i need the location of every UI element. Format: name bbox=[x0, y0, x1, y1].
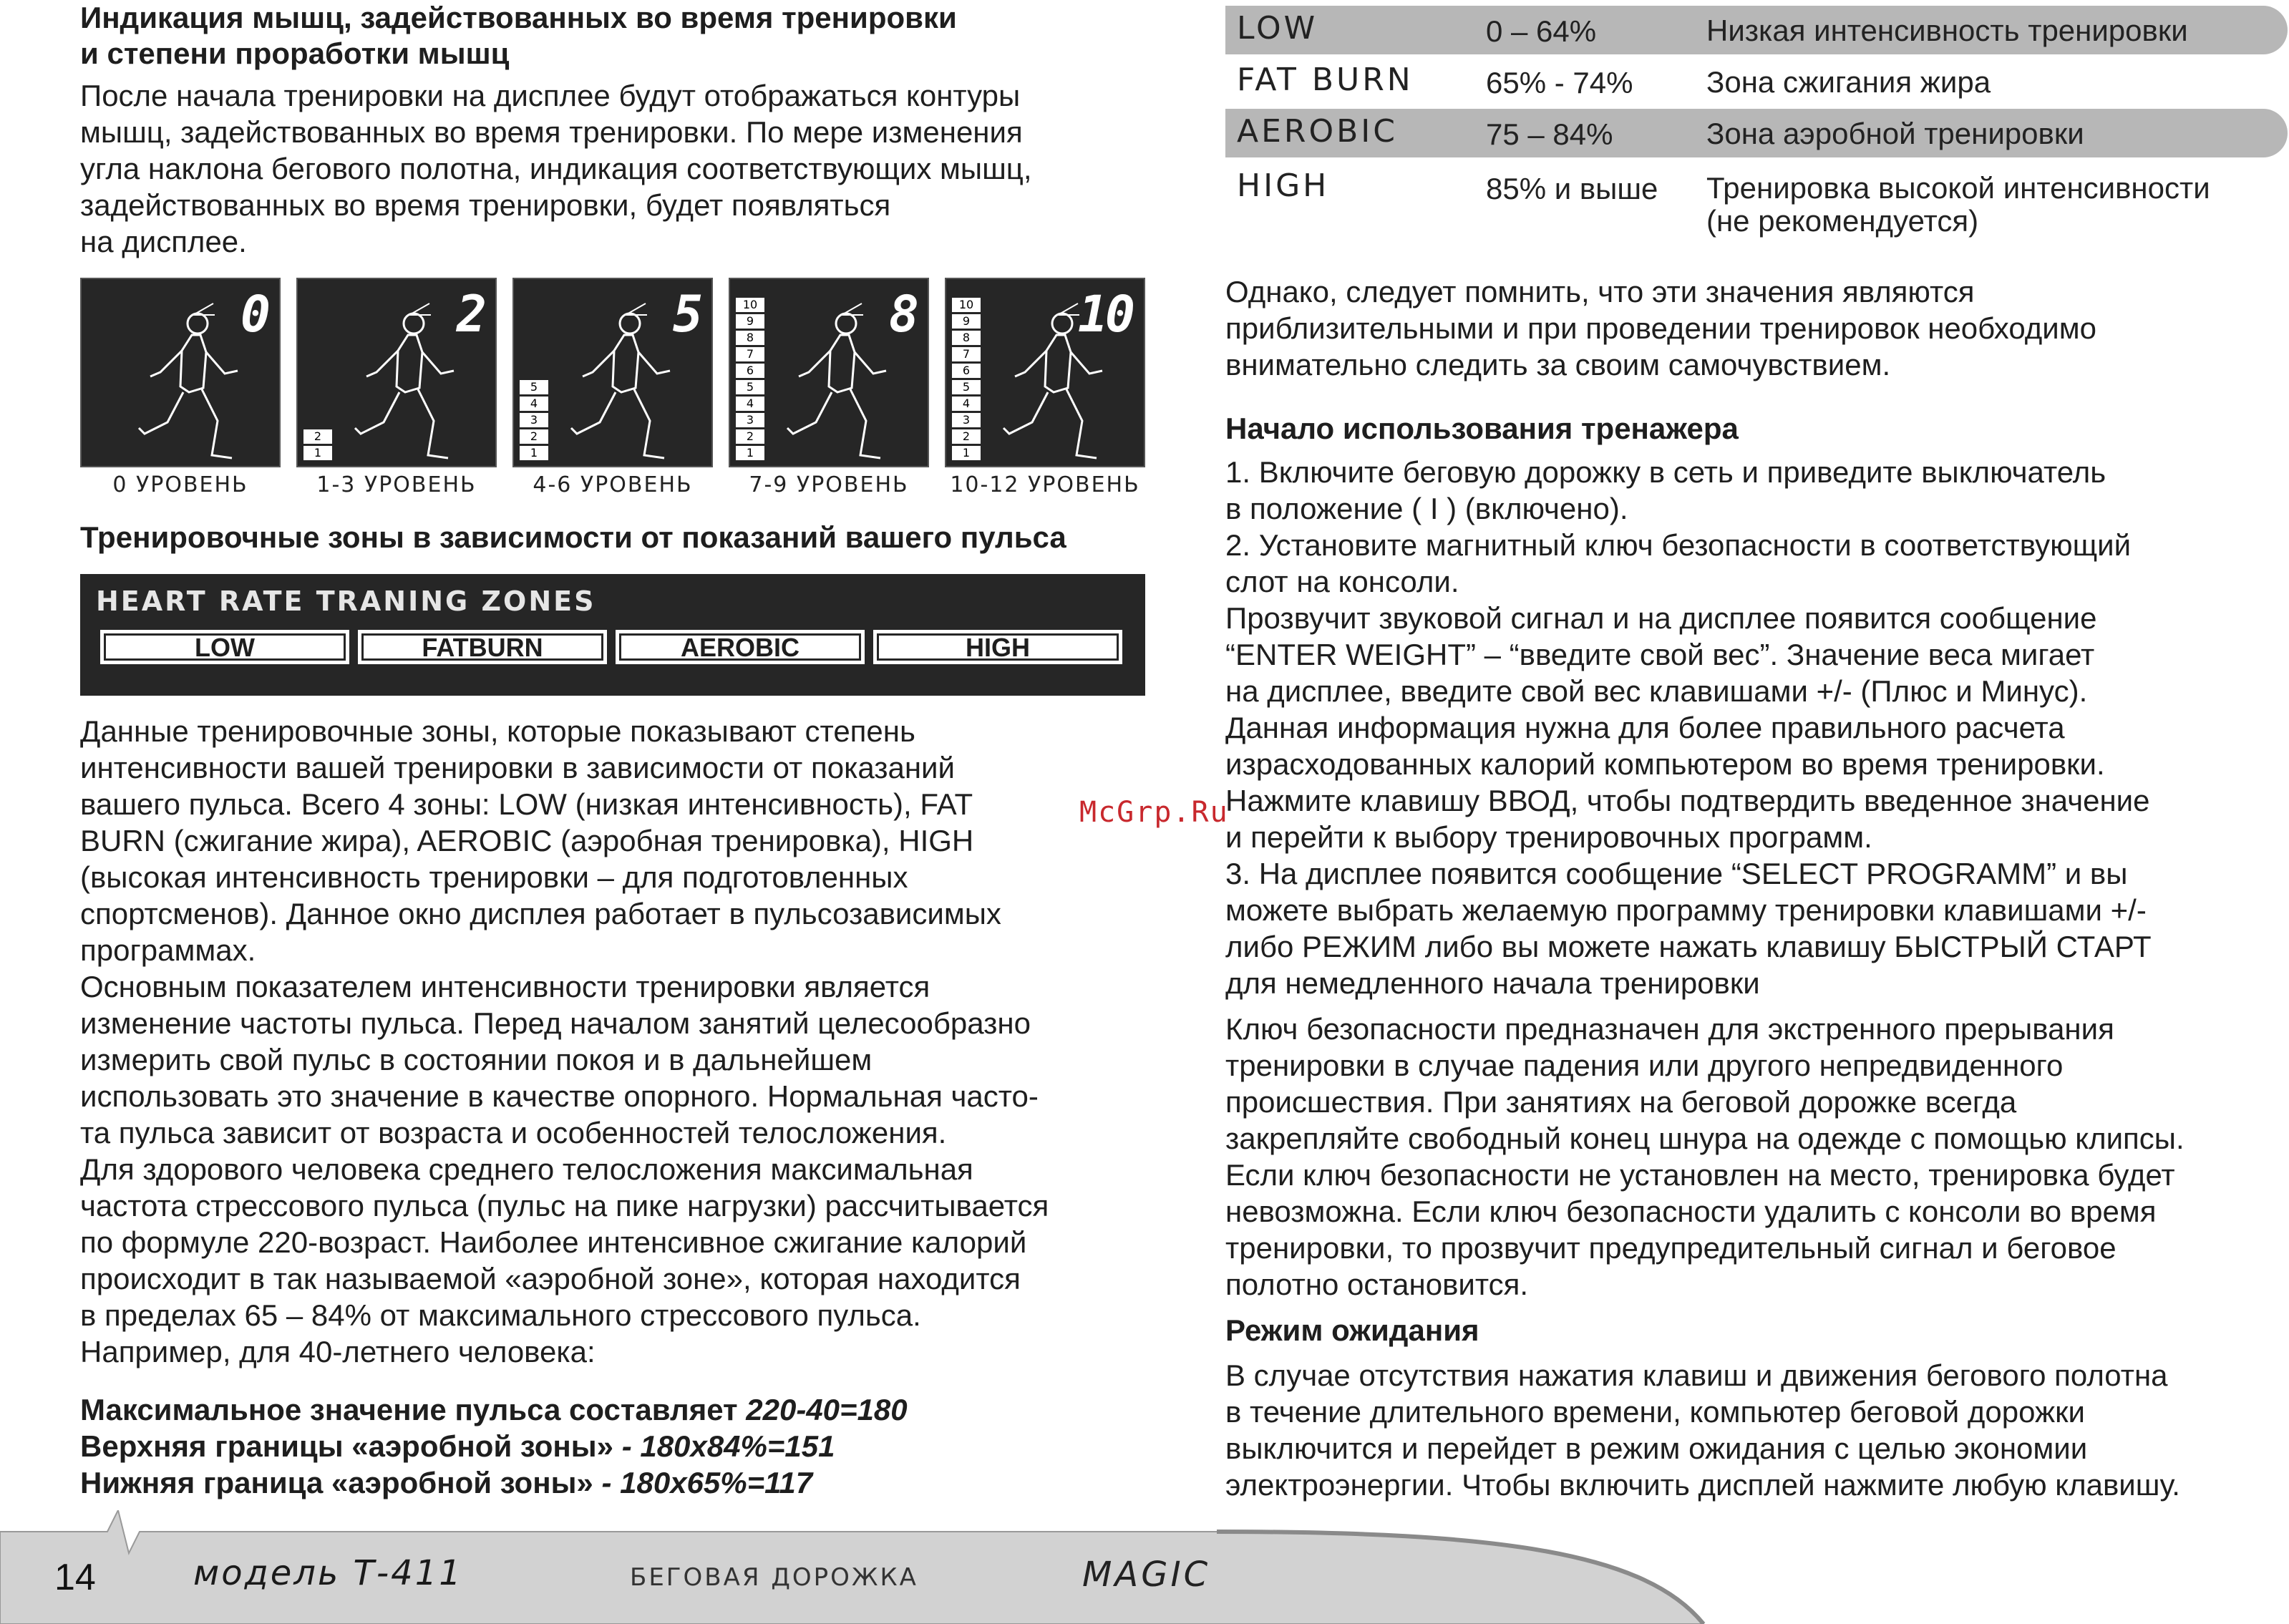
text-line: либо РЕЖИМ либо вы можете нажать клавишу БЫСТРЫЙ СТАРТ bbox=[1225, 930, 2152, 963]
text-line: Основным показателем интенсивности тренировки является bbox=[80, 970, 930, 1003]
text-line: тренировки, то прозвучит предупредительный сигнал и беговое bbox=[1225, 1231, 2117, 1265]
level-bar: 3 bbox=[736, 413, 764, 427]
intro-paragraph bbox=[80, 77, 1154, 260]
formula-lower bbox=[80, 1464, 908, 1501]
text-line: Например, для 40-летнего человека: bbox=[80, 1335, 596, 1368]
text-line: происходит в так называемой «аэробной зоне», которая находится bbox=[80, 1262, 1021, 1295]
level-caption: 10-12 УРОВЕНЬ bbox=[950, 472, 1140, 497]
level-bar: 3 bbox=[520, 413, 548, 427]
level-bar: 8 bbox=[736, 331, 764, 345]
text-line: Однако, следует помнить, что эти значения являются bbox=[1225, 275, 1975, 308]
text-line: слот на консоли. bbox=[1225, 565, 1459, 598]
zone-row-aerobic bbox=[1225, 109, 2288, 157]
text-line: выключится и перейдет в режим ожидания с целью экономии bbox=[1225, 1431, 2088, 1465]
runner-muscle-icon bbox=[564, 308, 686, 465]
zone-desc: Зона аэробной тренировки bbox=[1706, 117, 2084, 150]
text-line: невозможна. Если ключ безопасности удалить с консоли во время bbox=[1225, 1195, 2157, 1228]
level-bar: 1 bbox=[952, 446, 981, 460]
text-line: и перейти к выбору тренировочных программ. bbox=[1225, 820, 1872, 854]
text-line: BURN (сжигание жира), AEROBIC (аэробная тренировка), HIGH bbox=[80, 824, 974, 857]
text-line: Ключ безопасности предназначен для экстренного прерывания bbox=[1225, 1012, 2114, 1046]
level-bar: 9 bbox=[736, 314, 764, 329]
level-bar: 6 bbox=[952, 364, 981, 378]
level-caption: 1-3 УРОВЕНЬ bbox=[316, 472, 477, 497]
zone-desc-line: (не рекомендуется) bbox=[1706, 204, 1979, 238]
text-line: После начала тренировки на дисплее будут отображаться контуры bbox=[80, 79, 1021, 112]
text-line: интенсивности вашей тренировки в зависимости от показаний bbox=[80, 751, 955, 784]
text-line: по формуле 220-возраст. Наиболее интенсивное сжигание калорий bbox=[80, 1225, 1027, 1259]
level-bar: 7 bbox=[952, 347, 981, 361]
heading-muscle-indication bbox=[80, 0, 957, 72]
runner-muscle-icon bbox=[780, 308, 902, 465]
level-panel bbox=[945, 278, 1145, 467]
text-line: Данные тренировочные зоны, которые показывают степень bbox=[80, 714, 915, 748]
text-line: Данная информация нужна для более правильного расчета bbox=[1225, 711, 2065, 744]
zone-range: 0 – 64% bbox=[1486, 14, 1597, 48]
heading-training-zones: Тренировочные зоны в зависимости от показаний вашего пульса bbox=[80, 520, 1066, 554]
level-bar: 3 bbox=[952, 413, 981, 427]
text-line: программах. bbox=[80, 933, 256, 967]
text-line: приблизительными и при проведении тренировок необходимо bbox=[1225, 311, 2096, 345]
text-line: электроэнергии. Чтобы включить дисплей нажмите любую клавишу. bbox=[1225, 1468, 2180, 1502]
text-line: тренировки в случае падения или другого непредвиденного bbox=[1225, 1049, 2064, 1082]
text-line: спортсменов). Данное окно дисплея работает в пульсозависимых bbox=[80, 897, 1001, 930]
level-panel bbox=[512, 278, 713, 467]
text-line: можете выбрать желаемую программу тренировки клавишами +/- bbox=[1225, 893, 2147, 927]
zone-aerobic-indicator: AEROBIC bbox=[616, 630, 865, 664]
text-line: задействованных во время тренировки, будет появляться bbox=[80, 188, 891, 222]
text-line: на дисплее, введите свой вес клавишами +/- (Плюс и Минус). bbox=[1225, 674, 2088, 708]
text-line: на дисплее. bbox=[80, 225, 247, 258]
zone-row-high bbox=[1225, 163, 2288, 242]
text-line: для немедленного начала тренировки bbox=[1225, 966, 1760, 1000]
level-bar: 5 bbox=[736, 380, 764, 394]
incline-number: 10 bbox=[1077, 285, 1132, 344]
level-bar: 4 bbox=[736, 397, 764, 411]
brand-logo: MAGIC bbox=[1082, 1555, 1211, 1595]
level-bar: 1 bbox=[303, 446, 332, 460]
text-line: та пульса зависит от возраста и особенностей телосложения. bbox=[80, 1116, 947, 1149]
formula-label: Верхняя границы «аэробной зоны» bbox=[80, 1429, 622, 1463]
heading-standby: Режим ожидания bbox=[1225, 1313, 1479, 1347]
level-bar: 2 bbox=[952, 429, 981, 444]
level-bar: 7 bbox=[736, 347, 764, 361]
level-bar: 2 bbox=[520, 429, 548, 444]
text-line: измерить свой пульс в состоянии покоя и в дальнейшем bbox=[80, 1043, 873, 1076]
text-line: 2. Установите магнитный ключ безопасности в соответствующий bbox=[1225, 528, 2132, 562]
text-line: в положение ( I ) (включено). bbox=[1225, 492, 1628, 525]
text-line: Для здорового человека среднего телосложения максимальная bbox=[80, 1152, 973, 1186]
text-line: полотно остановится. bbox=[1225, 1268, 1529, 1301]
runner-muscle-icon bbox=[996, 308, 1118, 465]
zone-name: AEROBIC bbox=[1237, 113, 1398, 150]
text-line: в пределах 65 – 84% от максимального стрессового пульса. bbox=[80, 1298, 921, 1332]
level-panel bbox=[80, 278, 281, 467]
text-line: использовать это значение в качестве опорного. Нормальная часто- bbox=[80, 1079, 1039, 1113]
level-panel bbox=[296, 278, 497, 467]
text-line: “ENTER WEIGHT” – “введите свой вес”. Значение веса мигает bbox=[1225, 638, 2095, 671]
level-bar: 4 bbox=[952, 397, 981, 411]
text-line: Нажмите клавишу ВВОД, чтобы подтвердить введенное значение bbox=[1225, 784, 2150, 817]
text-line: израсходованных калорий компьютером во время тренировки. bbox=[1225, 747, 2105, 781]
safety-paragraph bbox=[1225, 1011, 2285, 1303]
incline-number: 0 bbox=[240, 285, 268, 344]
watermark: McGrp.Ru bbox=[1079, 796, 1229, 829]
text-line: угла наклона бегового полотна, индикация соответствующих мышц, bbox=[80, 152, 1032, 185]
formula-label: Максимальное значение пульса составляет bbox=[80, 1393, 747, 1426]
level-bar: 2 bbox=[736, 429, 764, 444]
text-line: Если ключ безопасности не установлен на место, тренировка будет bbox=[1225, 1158, 2175, 1192]
zone-row-low bbox=[1225, 6, 2288, 54]
text-line: закрепляйте свободный конец шнура на одежде с помощью клипсы. bbox=[1225, 1122, 2184, 1155]
text-line: Прозвучит звуковой сигнал и на дисплее появится сообщение bbox=[1225, 601, 2097, 635]
heading-line-1: Индикация мышц, задействованных во время тренировки bbox=[80, 1, 957, 34]
level-bar: 10 bbox=[736, 298, 764, 312]
formula-value: 220-40=180 bbox=[746, 1393, 908, 1426]
level-bar: 9 bbox=[952, 314, 981, 329]
hrz-title: HEART RATE TRANING ZONES bbox=[96, 585, 596, 617]
zone-name: LOW bbox=[1237, 10, 1318, 47]
zone-low-indicator: LOW bbox=[100, 630, 349, 664]
zone-high-indicator: HIGH bbox=[873, 630, 1122, 664]
note-paragraph bbox=[1225, 273, 2285, 383]
text-line: в течение длительного времени, компьютер беговой дорожки bbox=[1225, 1395, 2085, 1429]
product-name: БЕГОВАЯ ДОРОЖКА bbox=[630, 1563, 918, 1592]
level-bar: 6 bbox=[736, 364, 764, 378]
heart-rate-zones-display bbox=[80, 574, 1145, 696]
zone-range: 65% - 74% bbox=[1486, 66, 1633, 99]
text-line: внимательно следить за своим самочувствием. bbox=[1225, 348, 1891, 381]
heading-getting-started: Начало использования тренажера bbox=[1225, 412, 1739, 445]
level-stack bbox=[303, 427, 332, 460]
text-line: вашего пульса. Всего 4 зоны: LOW (низкая интенсивность), FAT bbox=[80, 787, 973, 821]
level-bar: 8 bbox=[952, 331, 981, 345]
zone-row-fatburn bbox=[1225, 57, 2288, 106]
text-line: 3. На дисплее появится сообщение “SELECT PROGRAMM” и вы bbox=[1225, 857, 2128, 890]
level-panel bbox=[729, 278, 929, 467]
incline-number: 2 bbox=[456, 285, 484, 344]
text-line: мышц, задействованных во время тренировки. По мере изменения bbox=[80, 115, 1023, 149]
level-bar: 10 bbox=[952, 298, 981, 312]
formulas bbox=[80, 1391, 908, 1501]
formula-upper bbox=[80, 1428, 908, 1464]
level-bar: 4 bbox=[520, 397, 548, 411]
model-name: модель Т-411 bbox=[193, 1553, 463, 1593]
level-stack bbox=[736, 296, 764, 460]
formula-value: - 180х84%=151 bbox=[621, 1429, 835, 1463]
level-bar: 2 bbox=[303, 429, 332, 444]
zone-name: FAT BURN bbox=[1237, 62, 1414, 98]
zone-desc-line: Тренировка высокой интенсивности bbox=[1706, 171, 2210, 205]
zone-desc: Зона сжигания жира bbox=[1706, 65, 1991, 99]
heading-line-2: и степени проработки мышц bbox=[80, 37, 510, 70]
zone-name: HIGH bbox=[1237, 167, 1330, 204]
zone-range: 75 – 84% bbox=[1486, 117, 1613, 151]
formula-label: Нижняя граница «аэробной зоны» bbox=[80, 1466, 602, 1499]
incline-number: 8 bbox=[888, 285, 916, 344]
zone-fatburn-indicator: FATBURN bbox=[358, 630, 607, 664]
page-number: 14 bbox=[54, 1557, 96, 1598]
zone-desc: Низкая интенсивность тренировки bbox=[1706, 14, 2188, 47]
formula-max bbox=[80, 1391, 908, 1428]
text-line: изменение частоты пульса. Перед началом занятий целесообразно bbox=[80, 1006, 1031, 1040]
steps-paragraph bbox=[1225, 454, 2285, 1001]
level-bar: 5 bbox=[520, 380, 548, 394]
level-stack bbox=[520, 378, 548, 460]
runner-muscle-icon bbox=[132, 308, 253, 465]
zone-desc bbox=[1706, 172, 2210, 238]
zone-range: 85% и выше bbox=[1486, 172, 1658, 205]
zones-body-text bbox=[80, 713, 1168, 1370]
text-line: (высокая интенсивность тренировки – для подготовленных bbox=[80, 860, 908, 894]
text-line: происшествия. При занятиях на беговой дорожке всегда bbox=[1225, 1085, 2017, 1119]
level-caption: 7-9 УРОВЕНЬ bbox=[749, 472, 909, 497]
runner-muscle-icon bbox=[348, 308, 470, 465]
level-bar: 1 bbox=[736, 446, 764, 460]
level-bar: 5 bbox=[952, 380, 981, 394]
text-line: 1. Включите беговую дорожку в сеть и приведите выключатель bbox=[1225, 455, 2106, 489]
text-line: частота стрессового пульса (пульс на пике нагрузки) рассчитывается bbox=[80, 1189, 1049, 1222]
level-caption: 4-6 УРОВЕНЬ bbox=[533, 472, 693, 497]
standby-paragraph bbox=[1225, 1357, 2285, 1503]
incline-number: 5 bbox=[672, 285, 700, 344]
level-caption: 0 УРОВЕНЬ bbox=[112, 472, 248, 497]
formula-value: - 180х65%=117 bbox=[601, 1466, 813, 1499]
text-line: В случае отсутствия нажатия клавиш и движения бегового полотна bbox=[1225, 1358, 2168, 1392]
level-bar: 1 bbox=[520, 446, 548, 460]
level-stack bbox=[952, 296, 981, 460]
